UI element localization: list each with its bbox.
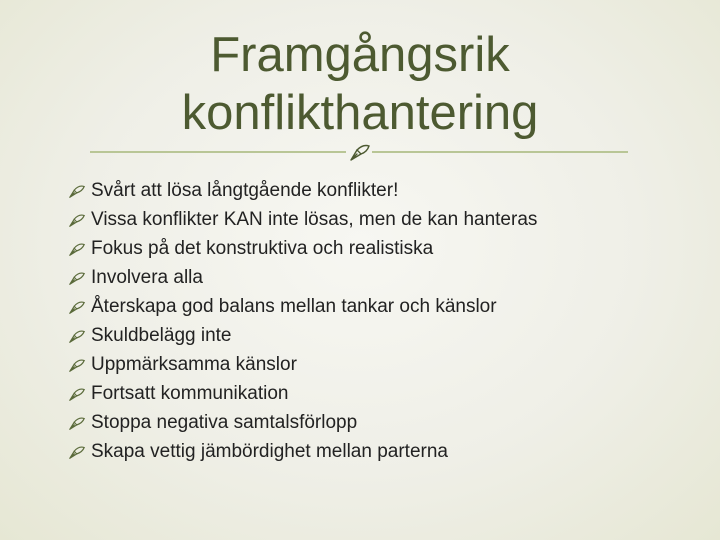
bullet-text: Uppmärksamma känslor xyxy=(91,353,297,375)
bullet-glyph-icon xyxy=(68,182,86,200)
bullet-text: Fokus på det konstruktiva och realistiska xyxy=(91,237,434,259)
bullet-glyph-icon xyxy=(68,414,86,432)
bullet-text: Involvera alla xyxy=(91,266,203,288)
bullet-text: Återskapa god balans mellan tankar och känslor xyxy=(91,295,497,317)
bullet-item xyxy=(68,379,537,408)
bullet-item xyxy=(68,205,537,234)
slide-title xyxy=(120,26,600,142)
bullet-item xyxy=(68,263,537,292)
title-divider-right xyxy=(372,151,628,153)
bullet-item xyxy=(68,176,537,205)
bullet-text: Svårt att lösa långtgående konflikter! xyxy=(91,179,399,201)
bullet-item xyxy=(68,234,537,263)
bullet-glyph-icon xyxy=(68,327,86,345)
slide-title-line2: konflikthantering xyxy=(181,86,539,140)
bullet-text: Fortsatt kommunikation xyxy=(91,382,289,404)
bullet-glyph-icon xyxy=(68,240,86,258)
bullet-text: Vissa konflikter KAN inte lösas, men de kan hanteras xyxy=(91,208,538,230)
bullet-item xyxy=(68,321,537,350)
bullet-glyph-icon xyxy=(68,385,86,403)
slide-title-line1: Framgångsrik xyxy=(210,28,510,82)
bullet-text: Skapa vettig jämbördighet mellan parterna xyxy=(91,440,448,462)
bullet-glyph-icon xyxy=(68,269,86,287)
bullet-item xyxy=(68,292,537,321)
bullet-list xyxy=(68,176,537,466)
bullet-glyph-icon xyxy=(68,298,86,316)
title-divider-left xyxy=(90,151,346,153)
bullet-text: Stoppa negativa samtalsförlopp xyxy=(91,411,358,433)
bullet-item xyxy=(68,408,537,437)
bullet-glyph-icon xyxy=(68,356,86,374)
divider-ornament-icon xyxy=(348,140,372,164)
bullet-item xyxy=(68,350,537,379)
bullet-item xyxy=(68,437,537,466)
bullet-glyph-icon xyxy=(68,443,86,461)
bullet-glyph-icon xyxy=(68,211,86,229)
bullet-text: Skuldbelägg inte xyxy=(91,324,232,346)
